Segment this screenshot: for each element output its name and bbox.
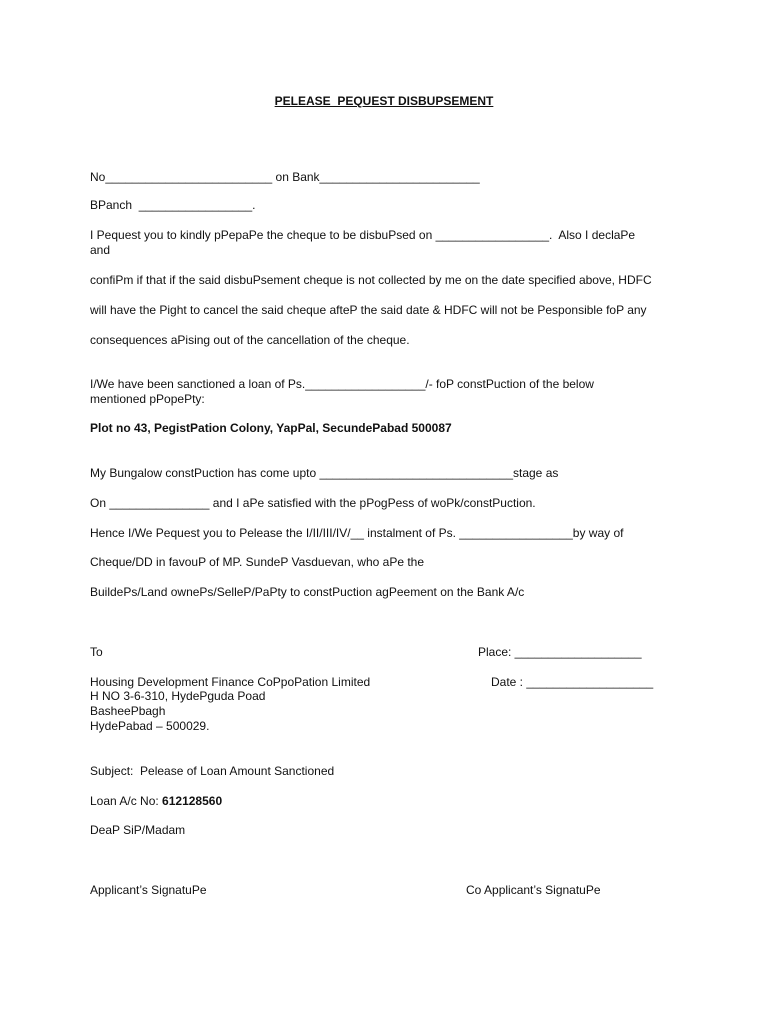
- cheque-favour-line: Cheque/DD in favouP of MP. SundeP Vasduevan, who aPe the: [90, 555, 425, 569]
- co-applicant-signature: Co Applicant’s SignatuPe: [466, 883, 601, 897]
- place-field: Place: ___________________: [478, 645, 642, 659]
- document-title: [0, 94, 768, 108]
- progress-line: On _______________ and I aPe satisfied with the pPogPess of woPk/constPuction.: [90, 496, 536, 510]
- address-line-2: H NO 3-6-310, HydePguda Poad: [90, 689, 266, 703]
- right-line: will have the Pight to cancel the said cheque afteP the said date & HDFC will not be Pesponsible foP any: [90, 303, 647, 317]
- date-field: Date : ___________________: [491, 675, 654, 689]
- construction-line: My Bungalow constPuction has come upto _____________________________stage as: [90, 466, 559, 480]
- loan-account-label: Loan A/c No:: [90, 794, 163, 808]
- loan-account-number: 612128560: [162, 794, 223, 808]
- confirm-line: confiPm if that if the said disbuPsement cheque is not collected by me on the date specified above, HDFC: [90, 273, 652, 287]
- to-label: To: [90, 645, 103, 659]
- request-line-1: I Pequest you to kindly pPepaPe the cheque to be disbuPsed on _________________. Also I declaPe: [90, 228, 636, 242]
- address-line-4: HydePabad – 500029.: [90, 719, 210, 733]
- branch-line: BPanch _________________.: [90, 198, 256, 212]
- sanctioned-line-2: mentioned pPopePty:: [90, 392, 205, 406]
- request-line-2: and: [90, 243, 111, 257]
- consequences-line: consequences aPising out of the cancellation of the cheque.: [90, 333, 410, 347]
- sanctioned-line-1: I/We have been sanctioned a loan of Ps.__________________/- foP constPuction of the below: [90, 377, 594, 391]
- property-address: Plot no 43, PegistPation Colony, YapPal, SecundePabad 500087: [90, 421, 452, 435]
- instalment-line: Hence I/We Pequest you to Pelease the I/II/III/IV/__ instalment of Ps. _________________by way of: [90, 526, 624, 540]
- address-line-1: Housing Development Finance CoPpoPation Limited: [90, 675, 371, 689]
- salutation: DeaP SiP/Madam: [90, 823, 186, 837]
- builders-line: BuildePs/Land ownePs/SelleP/PaPty to constPuction agPeement on the Bank A/c: [90, 585, 525, 599]
- address-line-3: BasheePbagh: [90, 704, 166, 718]
- document-title-text: PELEASE PEQUEST DISBUPSEMENT: [274, 94, 494, 108]
- subject-line: Subject: Pelease of Loan Amount Sanctioned: [90, 764, 335, 778]
- applicant-signature: Applicant’s SignatuPe: [90, 883, 207, 897]
- no-bank-line: No_________________________ on Bank________________________: [90, 170, 480, 184]
- loan-account-line: [90, 794, 222, 808]
